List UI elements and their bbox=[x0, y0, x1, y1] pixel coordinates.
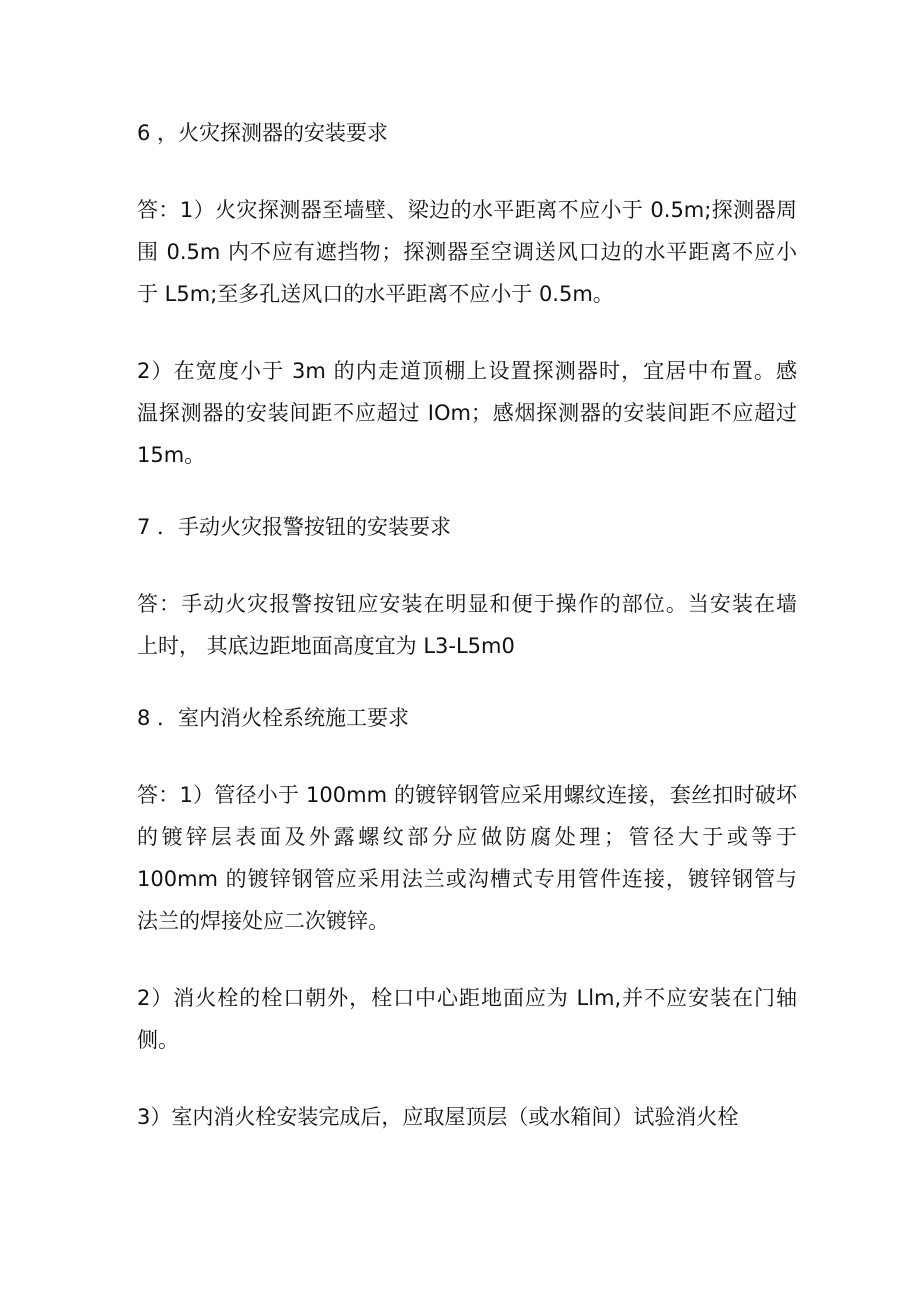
text-line: 温探测器的安装间距不应超过 IOm；感烟探测器的安装间距不应超过 bbox=[137, 401, 797, 425]
text-line: 法兰的焊接处应二次镀锌。 bbox=[137, 909, 389, 933]
text-line: 8 ．室内消火栓系统施工要求 bbox=[137, 706, 410, 730]
text-line: 答：1）火灾探测器至墙壁、梁边的水平距离不应小于 0.5m;探测器周 bbox=[137, 198, 797, 222]
text-line: 围 0.5m 内不应有遮挡物；探测器至空调送风口边的水平距离不应小 bbox=[137, 240, 797, 264]
text-line: 2）消火栓的栓口朝外，栓口中心距地面应为 Llm,并不应安装在门轴 bbox=[137, 986, 797, 1010]
text-line: 答：1）管径小于 100mm 的镀锌钢管应采用螺纹连接，套丝扣时破坏 bbox=[137, 783, 797, 807]
text-line: 15m。 bbox=[137, 443, 206, 467]
text-line: 3）室内消火栓安装完成后，应取屋顶层（或水箱间）试验消火栓 bbox=[137, 1105, 739, 1129]
text-line: 于 L5m;至多孔送风口的水平距离不应小于 0.5m。 bbox=[137, 282, 614, 306]
text-line: 侧。 bbox=[137, 1028, 179, 1052]
text-line: 的镀锌层表面及外露螺纹部分应做防腐处理；管径大于或等于 bbox=[137, 825, 797, 849]
text-line: 答：手动火灾报警按钮应安装在明显和便于操作的部位。当安装在墙 bbox=[137, 592, 797, 616]
text-line: 上时， 其底边距地面高度宜为 L3-L5m0 bbox=[137, 634, 515, 658]
document-body bbox=[137, 112, 797, 1138]
text-line: 2）在宽度小于 3m 的内走道顶棚上设置探测器时，宜居中布置。感 bbox=[137, 359, 797, 383]
text-line: 100mm 的镀锌钢管应采用法兰或沟槽式专用管件连接，镀锌钢管与 bbox=[137, 867, 797, 891]
text-line: 7 ．手动火灾报警按钮的安装要求 bbox=[137, 515, 452, 539]
text-line: 6 ，火灾探测器的安装要求 bbox=[137, 121, 389, 145]
